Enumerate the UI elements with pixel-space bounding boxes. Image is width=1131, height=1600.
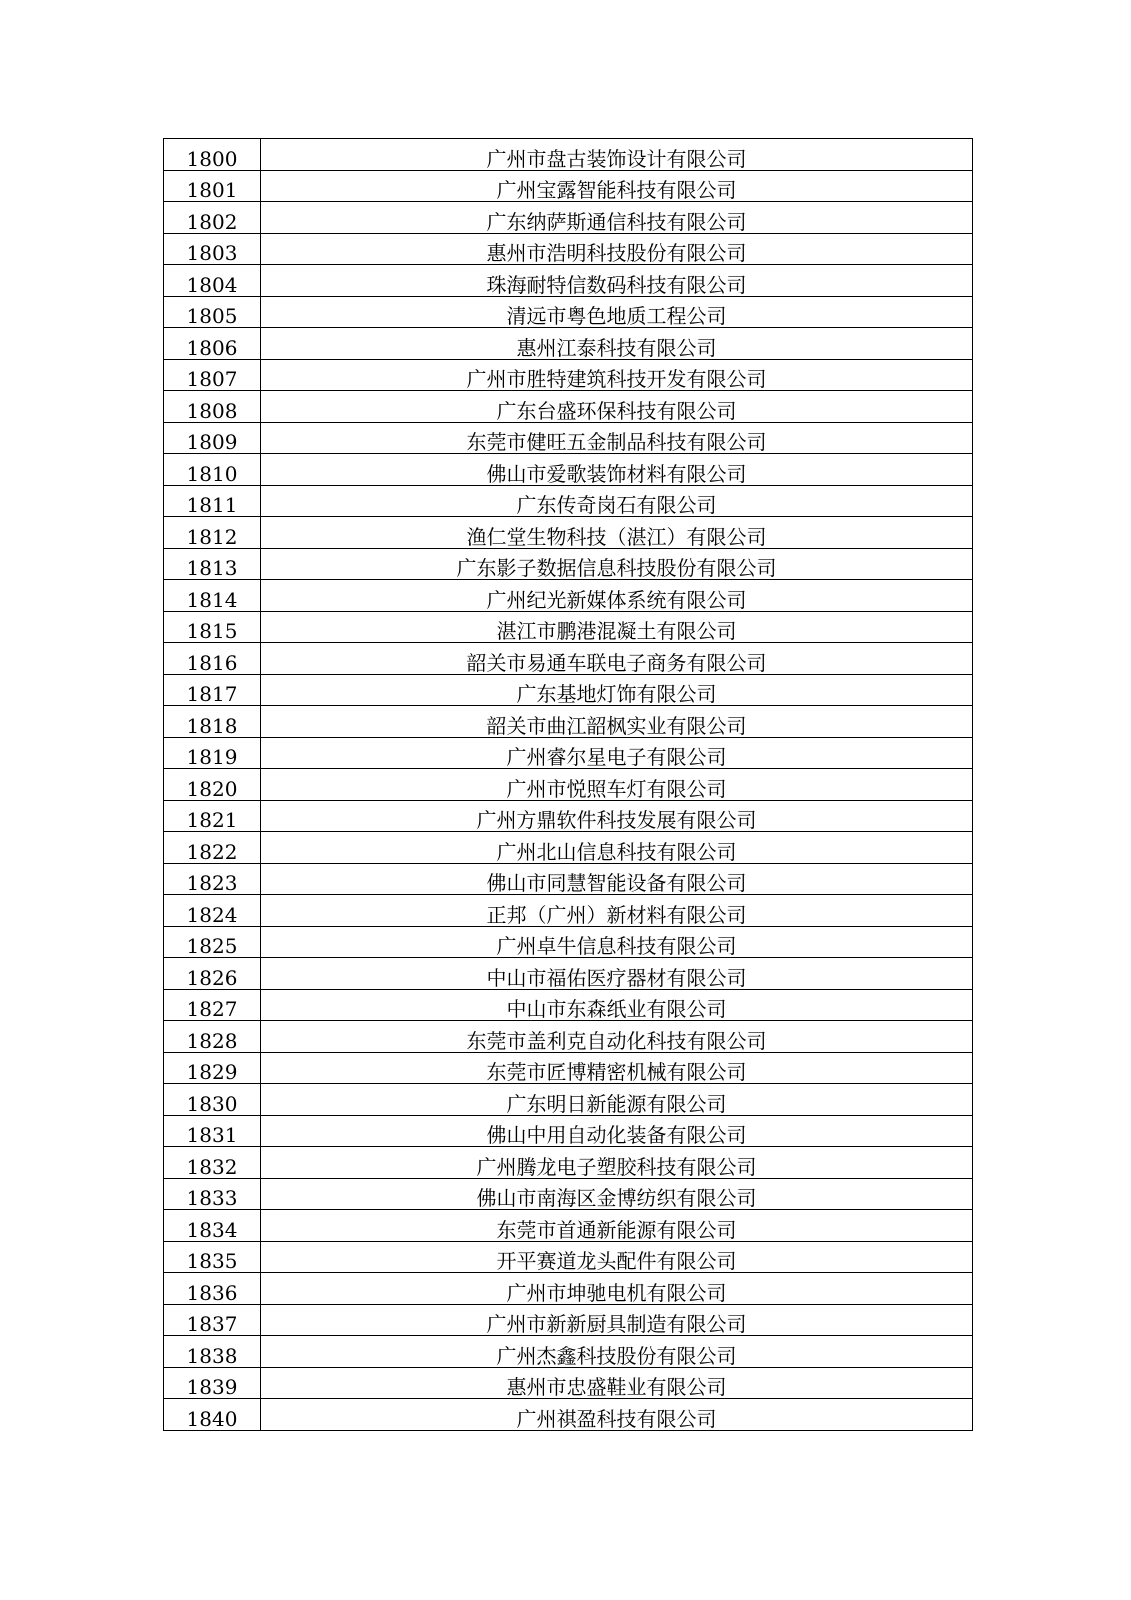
company-name-cell: 惠州市忠盛鞋业有限公司 [261,1367,973,1399]
company-name-cell: 广东传奇岗石有限公司 [261,485,973,517]
table-row [164,643,973,675]
table-row [164,202,973,234]
row-number-cell: 1816 [164,643,261,675]
table-row [164,895,973,927]
table-row [164,1367,973,1399]
row-number-cell: 1825 [164,926,261,958]
row-number-cell: 1840 [164,1399,261,1431]
row-number-cell: 1833 [164,1178,261,1210]
row-number-cell: 1801 [164,170,261,202]
company-name-cell: 佛山市爱歌装饰材料有限公司 [261,454,973,486]
table-row [164,296,973,328]
company-name-cell: 广州腾龙电子塑胶科技有限公司 [261,1147,973,1179]
company-name-cell: 正邦（广州）新材料有限公司 [261,895,973,927]
row-number-cell: 1812 [164,517,261,549]
row-number-cell: 1804 [164,265,261,297]
company-name-cell: 渔仁堂生物科技（湛江）有限公司 [261,517,973,549]
table-row [164,1021,973,1053]
table-row [164,1273,973,1305]
table-row [164,989,973,1021]
row-number-cell: 1823 [164,863,261,895]
company-name-cell: 东莞市盖利克自动化科技有限公司 [261,1021,973,1053]
row-number-cell: 1826 [164,958,261,990]
row-number-cell: 1835 [164,1241,261,1273]
table-row [164,832,973,864]
row-number-cell: 1827 [164,989,261,1021]
table-row [164,1115,973,1147]
table-row [164,391,973,423]
table-row [164,233,973,265]
table-row [164,139,973,171]
table-row [164,800,973,832]
company-name-cell: 韶关市易通车联电子商务有限公司 [261,643,973,675]
table-row [164,769,973,801]
row-number-cell: 1830 [164,1084,261,1116]
row-number-cell: 1820 [164,769,261,801]
row-number-cell: 1821 [164,800,261,832]
table-row [164,265,973,297]
row-number-cell: 1809 [164,422,261,454]
row-number-cell: 1808 [164,391,261,423]
row-number-cell: 1818 [164,706,261,738]
table-row [164,706,973,738]
company-name-cell: 广州方鼎软件科技发展有限公司 [261,800,973,832]
row-number-cell: 1837 [164,1304,261,1336]
row-number-cell: 1815 [164,611,261,643]
table-row [164,863,973,895]
table-row [164,359,973,391]
company-name-cell: 中山市东森纸业有限公司 [261,989,973,1021]
row-number-cell: 1822 [164,832,261,864]
table-row [164,926,973,958]
company-name-cell: 湛江市鹏港混凝土有限公司 [261,611,973,643]
row-number-cell: 1810 [164,454,261,486]
company-name-cell: 广州睿尔星电子有限公司 [261,737,973,769]
company-name-cell: 广州市盘古装饰设计有限公司 [261,139,973,171]
table-row [164,611,973,643]
row-number-cell: 1802 [164,202,261,234]
company-name-cell: 中山市福佑医疗器材有限公司 [261,958,973,990]
row-number-cell: 1824 [164,895,261,927]
table-row [164,454,973,486]
row-number-cell: 1829 [164,1052,261,1084]
company-name-cell: 东莞市健旺五金制品科技有限公司 [261,422,973,454]
table-row [164,958,973,990]
table-row [164,328,973,360]
company-name-cell: 广州卓牛信息科技有限公司 [261,926,973,958]
table-row [164,737,973,769]
table-row [164,1304,973,1336]
company-name-cell: 东莞市首通新能源有限公司 [261,1210,973,1242]
row-number-cell: 1807 [164,359,261,391]
table-row [164,548,973,580]
row-number-cell: 1834 [164,1210,261,1242]
row-number-cell: 1800 [164,139,261,171]
company-name-cell: 清远市粤色地质工程公司 [261,296,973,328]
company-name-cell: 佛山市南海区金博纺织有限公司 [261,1178,973,1210]
row-number-cell: 1806 [164,328,261,360]
row-number-cell: 1838 [164,1336,261,1368]
company-name-cell: 广东纳萨斯通信科技有限公司 [261,202,973,234]
row-number-cell: 1819 [164,737,261,769]
company-name-cell: 韶关市曲江韶枫实业有限公司 [261,706,973,738]
row-number-cell: 1803 [164,233,261,265]
company-name-cell: 广州杰鑫科技股份有限公司 [261,1336,973,1368]
table-row [164,517,973,549]
company-name-cell: 佛山市同慧智能设备有限公司 [261,863,973,895]
company-name-cell: 广东基地灯饰有限公司 [261,674,973,706]
company-name-cell: 广州市胜特建筑科技开发有限公司 [261,359,973,391]
company-name-cell: 广州宝露智能科技有限公司 [261,170,973,202]
table-row [164,1178,973,1210]
row-number-cell: 1814 [164,580,261,612]
company-name-cell: 广州市坤驰电机有限公司 [261,1273,973,1305]
table-row [164,485,973,517]
row-number-cell: 1811 [164,485,261,517]
table-row [164,1084,973,1116]
company-name-cell: 惠州市浩明科技股份有限公司 [261,233,973,265]
row-number-cell: 1828 [164,1021,261,1053]
row-number-cell: 1817 [164,674,261,706]
company-name-cell: 广东明日新能源有限公司 [261,1084,973,1116]
company-name-cell: 惠州江泰科技有限公司 [261,328,973,360]
row-number-cell: 1805 [164,296,261,328]
company-name-cell: 广东台盛环保科技有限公司 [261,391,973,423]
row-number-cell: 1813 [164,548,261,580]
table-row [164,1147,973,1179]
table-row [164,580,973,612]
table-row [164,1052,973,1084]
table-row [164,422,973,454]
company-name-cell: 广州北山信息科技有限公司 [261,832,973,864]
row-number-cell: 1839 [164,1367,261,1399]
company-name-cell: 东莞市匠博精密机械有限公司 [261,1052,973,1084]
company-name-cell: 广州市新新厨具制造有限公司 [261,1304,973,1336]
row-number-cell: 1831 [164,1115,261,1147]
company-name-cell: 广州纪光新媒体系统有限公司 [261,580,973,612]
table-row [164,674,973,706]
row-number-cell: 1832 [164,1147,261,1179]
company-name-cell: 广东影子数据信息科技股份有限公司 [261,548,973,580]
table-row [164,1336,973,1368]
table-row [164,1241,973,1273]
table-row [164,1210,973,1242]
table-body [164,139,973,1431]
company-list-table [163,138,973,1431]
row-number-cell: 1836 [164,1273,261,1305]
company-name-cell: 广州祺盈科技有限公司 [261,1399,973,1431]
table-row [164,1399,973,1431]
table-row [164,170,973,202]
company-name-cell: 广州市悦照车灯有限公司 [261,769,973,801]
company-name-cell: 开平赛道龙头配件有限公司 [261,1241,973,1273]
company-name-cell: 珠海耐特信数码科技有限公司 [261,265,973,297]
company-name-cell: 佛山中用自动化装备有限公司 [261,1115,973,1147]
